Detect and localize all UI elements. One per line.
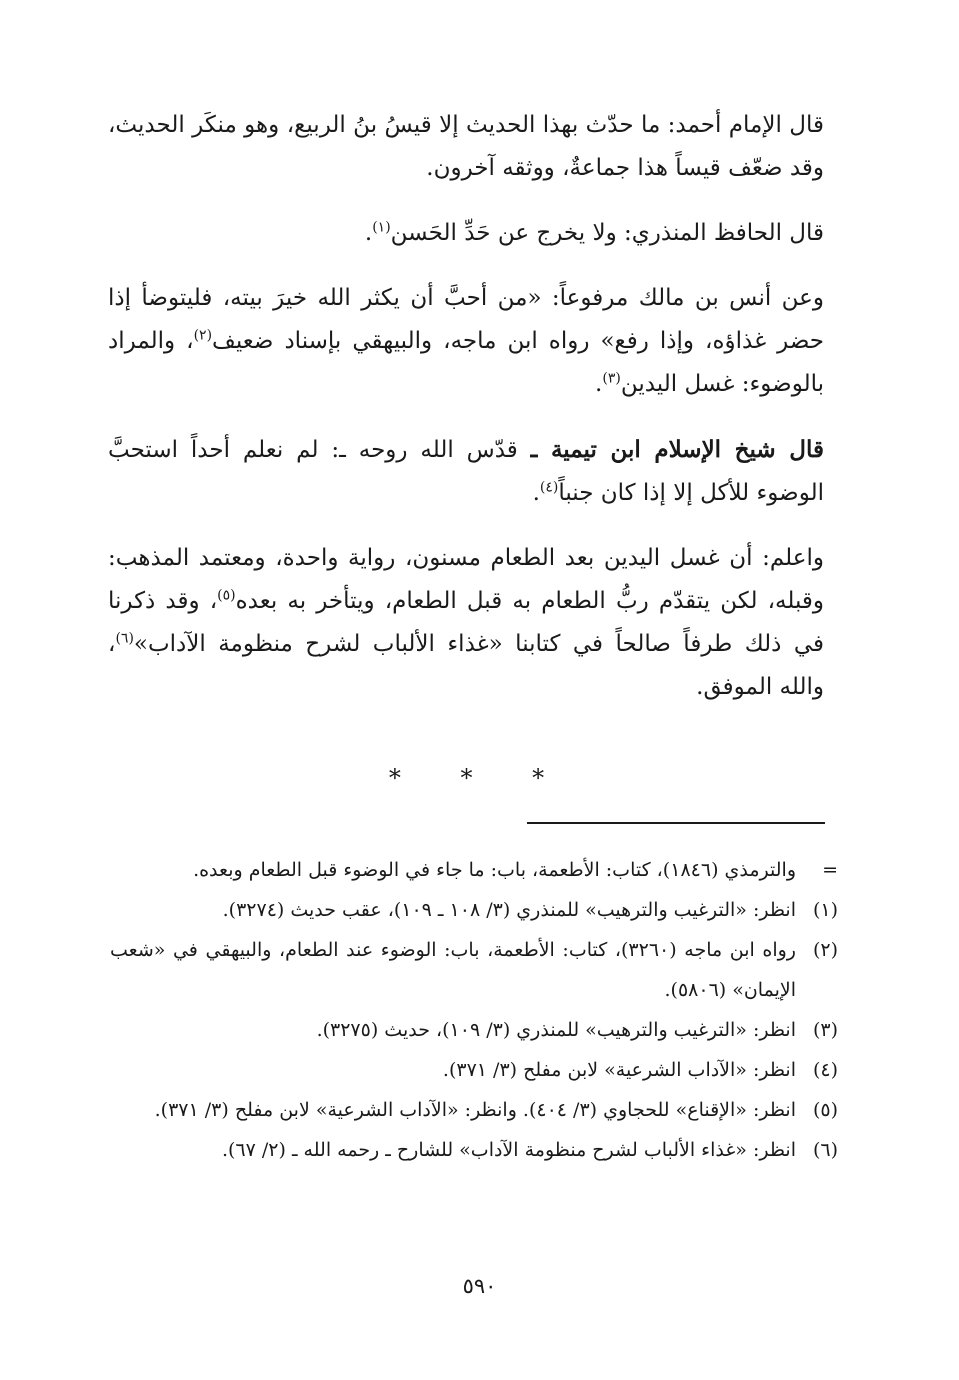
footnote-continued [110, 850, 838, 890]
footnote-text: انظر: «غذاء الألباب لشرح منظومة الآداب» للشارح ـ رحمه الله ـ (٢/ ٦٧). [221, 1139, 796, 1161]
footnote-ref-5[interactable]: (٥) [217, 587, 236, 604]
main-text [108, 104, 824, 731]
footnote-mark: = [822, 859, 838, 881]
footnote-mark: (١) [812, 899, 838, 921]
footnote-mark: (٣) [812, 1019, 838, 1041]
section-separator: * * * [388, 764, 571, 792]
footnote-ref-3[interactable]: (٣) [602, 370, 621, 387]
footnote-4 [110, 1050, 838, 1090]
paragraph-4: قال شيخ الإسلام ابن تيمية ـ قدّس الله روحه ـ: لم نعلم أحداً استحبَّ الوضوء للأكل إلا إذا كان جنباً$^{(٤)}$. [108, 436, 825, 506]
paragraph-3: وعن أنس بن مالك مرفوعاً: «من أحبَّ أن يكثر الله خيرَ بيته، فليتوضأ إذا حضر غذاؤه، وإذا رفع» رواه ابن ماجه، والبيهقي بإسناد ضعيف$^{(٢)}$، والمراد بالوضوء: غسل اليدين$^{(٣)}$. [108, 285, 825, 397]
paragraph-1: قال الإمام أحمد: ما حدّث بهذا الحديث إلا قيسُ بنُ الربيع، وهو منكَر الحديث، وقد ضعّف قيساً هذا جماعةٌ، ووثقه آخرون. [108, 112, 824, 181]
footnote-text: رواه ابن ماجه (٣٢٦٠)، كتاب: الأطعمة، باب: الوضوء عند الطعام، والبيهقي في «شعب الإيمان» (٥٨٠٦). [110, 939, 796, 1001]
paragraph-2: قال الحافظ المنذري: ولا يخرج عن حَدِّ الحَسن$^{(١)}$. [364, 219, 824, 246]
paragraph-5: واعلم: أن غسل اليدين بعد الطعام مسنون، رواية واحدة، ومعتمد المذهب: وقبله، لكن يتقدّم ربُّ الطعام به قبل الطعام، ويتأخر به بعده$^{(٥)}$، وقد ذكرنا في ذلك طرفاً صالحاً في كتابنا «غذاء الألباب لشرح منظومة الآداب»$^{(٦)}$، والله الموفق. [108, 545, 825, 700]
footnotes [110, 850, 838, 1170]
footnote-text: انظر: «الإقناع» للحجاوي (٣/ ٤٠٤). وانظر: «الآداب الشرعية» لابن مفلح (٣/ ٣٧١). [154, 1099, 796, 1121]
bold-lead: قال شيخ الإسلام ابن تيمية ـ [530, 436, 825, 463]
footnote-ref-2[interactable]: (٢) [193, 327, 213, 344]
footnote-ref-6[interactable]: (٦) [115, 630, 134, 647]
footnote-ref-1[interactable]: (١) [372, 219, 391, 236]
footnote-mark: (٢) [812, 939, 838, 961]
footnote-mark: (٦) [812, 1139, 838, 1161]
footnote-mark: (٥) [812, 1099, 838, 1121]
footnote-mark: (٤) [812, 1059, 838, 1081]
footnote-text: انظر: «الترغيب والترهيب» للمنذري (٣/ ١٠٨ ـ ١٠٩)، عقب حديث (٣٢٧٤). [222, 899, 796, 921]
footnote-2 [110, 930, 838, 1010]
footnote-text: انظر: «الترغيب والترهيب» للمنذري (٣/ ١٠٩)، حديث (٣٢٧٥). [316, 1019, 796, 1041]
footnote-text: والترمذي (١٨٤٦)، كتاب: الأطعمة، باب: ما جاء في الوضوء قبل الطعام وبعده. [193, 859, 796, 881]
footnote-ref-4[interactable]: (٤) [539, 479, 559, 496]
page-number: ٥٩٠ [462, 1274, 497, 1298]
footnote-3 [110, 1010, 838, 1050]
footnote-text: انظر: «الآداب الشرعية» لابن مفلح (٣/ ٣٧١). [442, 1059, 796, 1081]
footnote-6 [110, 1130, 838, 1170]
footnote-5 [110, 1090, 838, 1130]
footnote-divider [527, 822, 825, 824]
footnote-1 [110, 890, 838, 930]
